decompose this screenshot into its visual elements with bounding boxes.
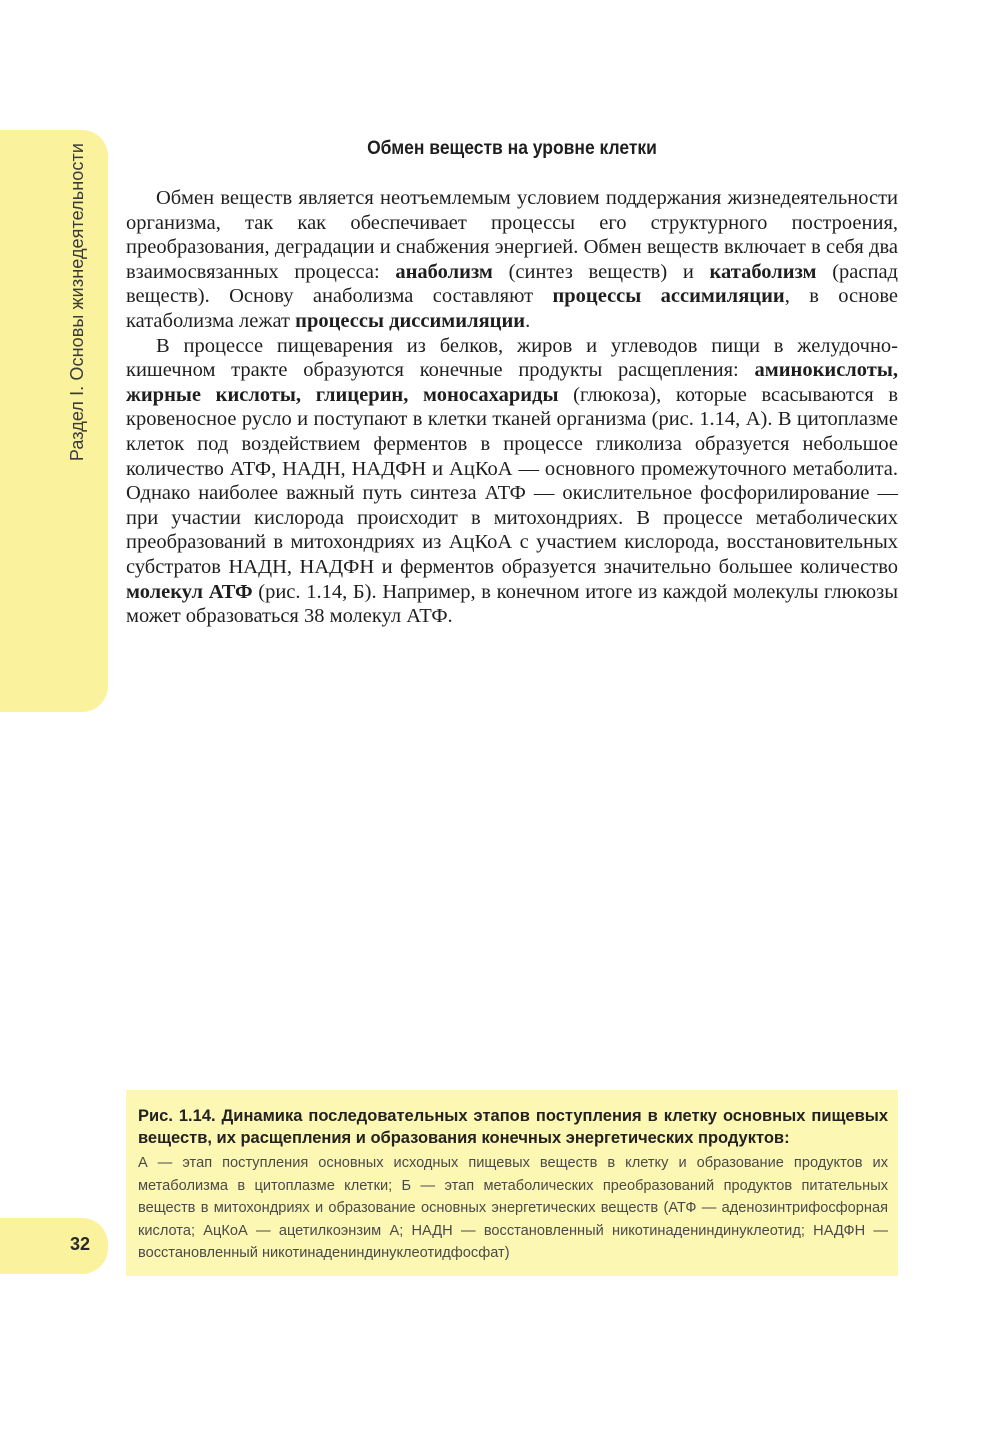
term-assimilation: процессы ассимиляции [552, 285, 785, 308]
section-side-tab [0, 130, 108, 712]
figure-caption-title: Рис. 1.14. Динамика последовательных этапов поступления в клетку основных пищевых веществ, их расщепления и образования конечных энергетических продуктов: [138, 1107, 888, 1147]
term-atp-molecules: молекул АТФ [126, 580, 253, 603]
term-dissimilation: процессы диссимиляции [295, 309, 526, 332]
page-title: Обмен веществ на уровне клетки [367, 138, 657, 159]
paragraph-1 [126, 186, 898, 334]
section-label: Раздел I. Основы жизнедеятельности [67, 143, 87, 462]
text-run: (распад веществ). Основу анаболизма составляют [126, 260, 898, 308]
text-run: (синтез веществ) и [492, 260, 710, 283]
figure-caption-text: А — этап поступления основных исходных пищевых веществ в клетку и образование продуктов их метаболизма в цитоплазме клетки; Б — этап метаболических преобразований продуктов питательных веществ в митохондриях и образование основных энергетических веществ (АТФ — аденозинтрифосфорная кислота; АцКоА — ацетилкоэнзим А; НАДН — восстановленный никотинадениндинуклеотид; НАДФН — восстановленный никотинадениндинуклеотидфосфат) [138, 1155, 888, 1261]
page-number: 32 [70, 1234, 91, 1254]
term-anabolism: анаболизм [395, 260, 493, 283]
text-run: , в основе катаболизма лежат [126, 285, 899, 332]
term-end-products: аминокислоты, жирные кислоты, глицерин, моносахариды [126, 359, 898, 406]
term-catabolism: катаболизм [709, 260, 817, 283]
text-run: (глюкоза), которые всасываются в кровеносное русло и поступают в клетки тканей организма (рис. 1.14, А). В цитоплазме клеток под воздействием ферментов в процессе гликолиза образуется небольшое количество АТФ, НАДН, НАДФН и АцКоА — основного промежуточного метаболита. Однако наиболее важный путь синтеза АТФ — окислительное фосфорилирование — при участии кислорода происходит в митохондриях. В процессе метаболических преобразований в митохондриях из АцКоА с участием кислорода, восстановительных субстратов НАДН, НАДФН и ферментов образуется значительно большее количество [126, 383, 898, 578]
body-text [126, 186, 898, 629]
text-run: . [525, 309, 531, 332]
text-run: В процессе пищеварения из белков, жиров и углеводов пищи в желудочно-кишечном тракте образуются конечные продукты расщепления: [126, 334, 898, 382]
text-run: (рис. 1.14, Б). Например, в конечном итоге из каждой молекулы глюкозы может образоваться 38 молекул АТФ. [126, 580, 898, 628]
text-run: Обмен веществ является неотъемлемым условием поддержания жизнедеятельности организма, так как обеспечивает процессы его структурного построения, преобразования, деградации и снабжения энергией. Обмен веществ включает в себя два взаимосвязанных процесса: [126, 187, 898, 283]
paragraph-2 [126, 334, 898, 629]
